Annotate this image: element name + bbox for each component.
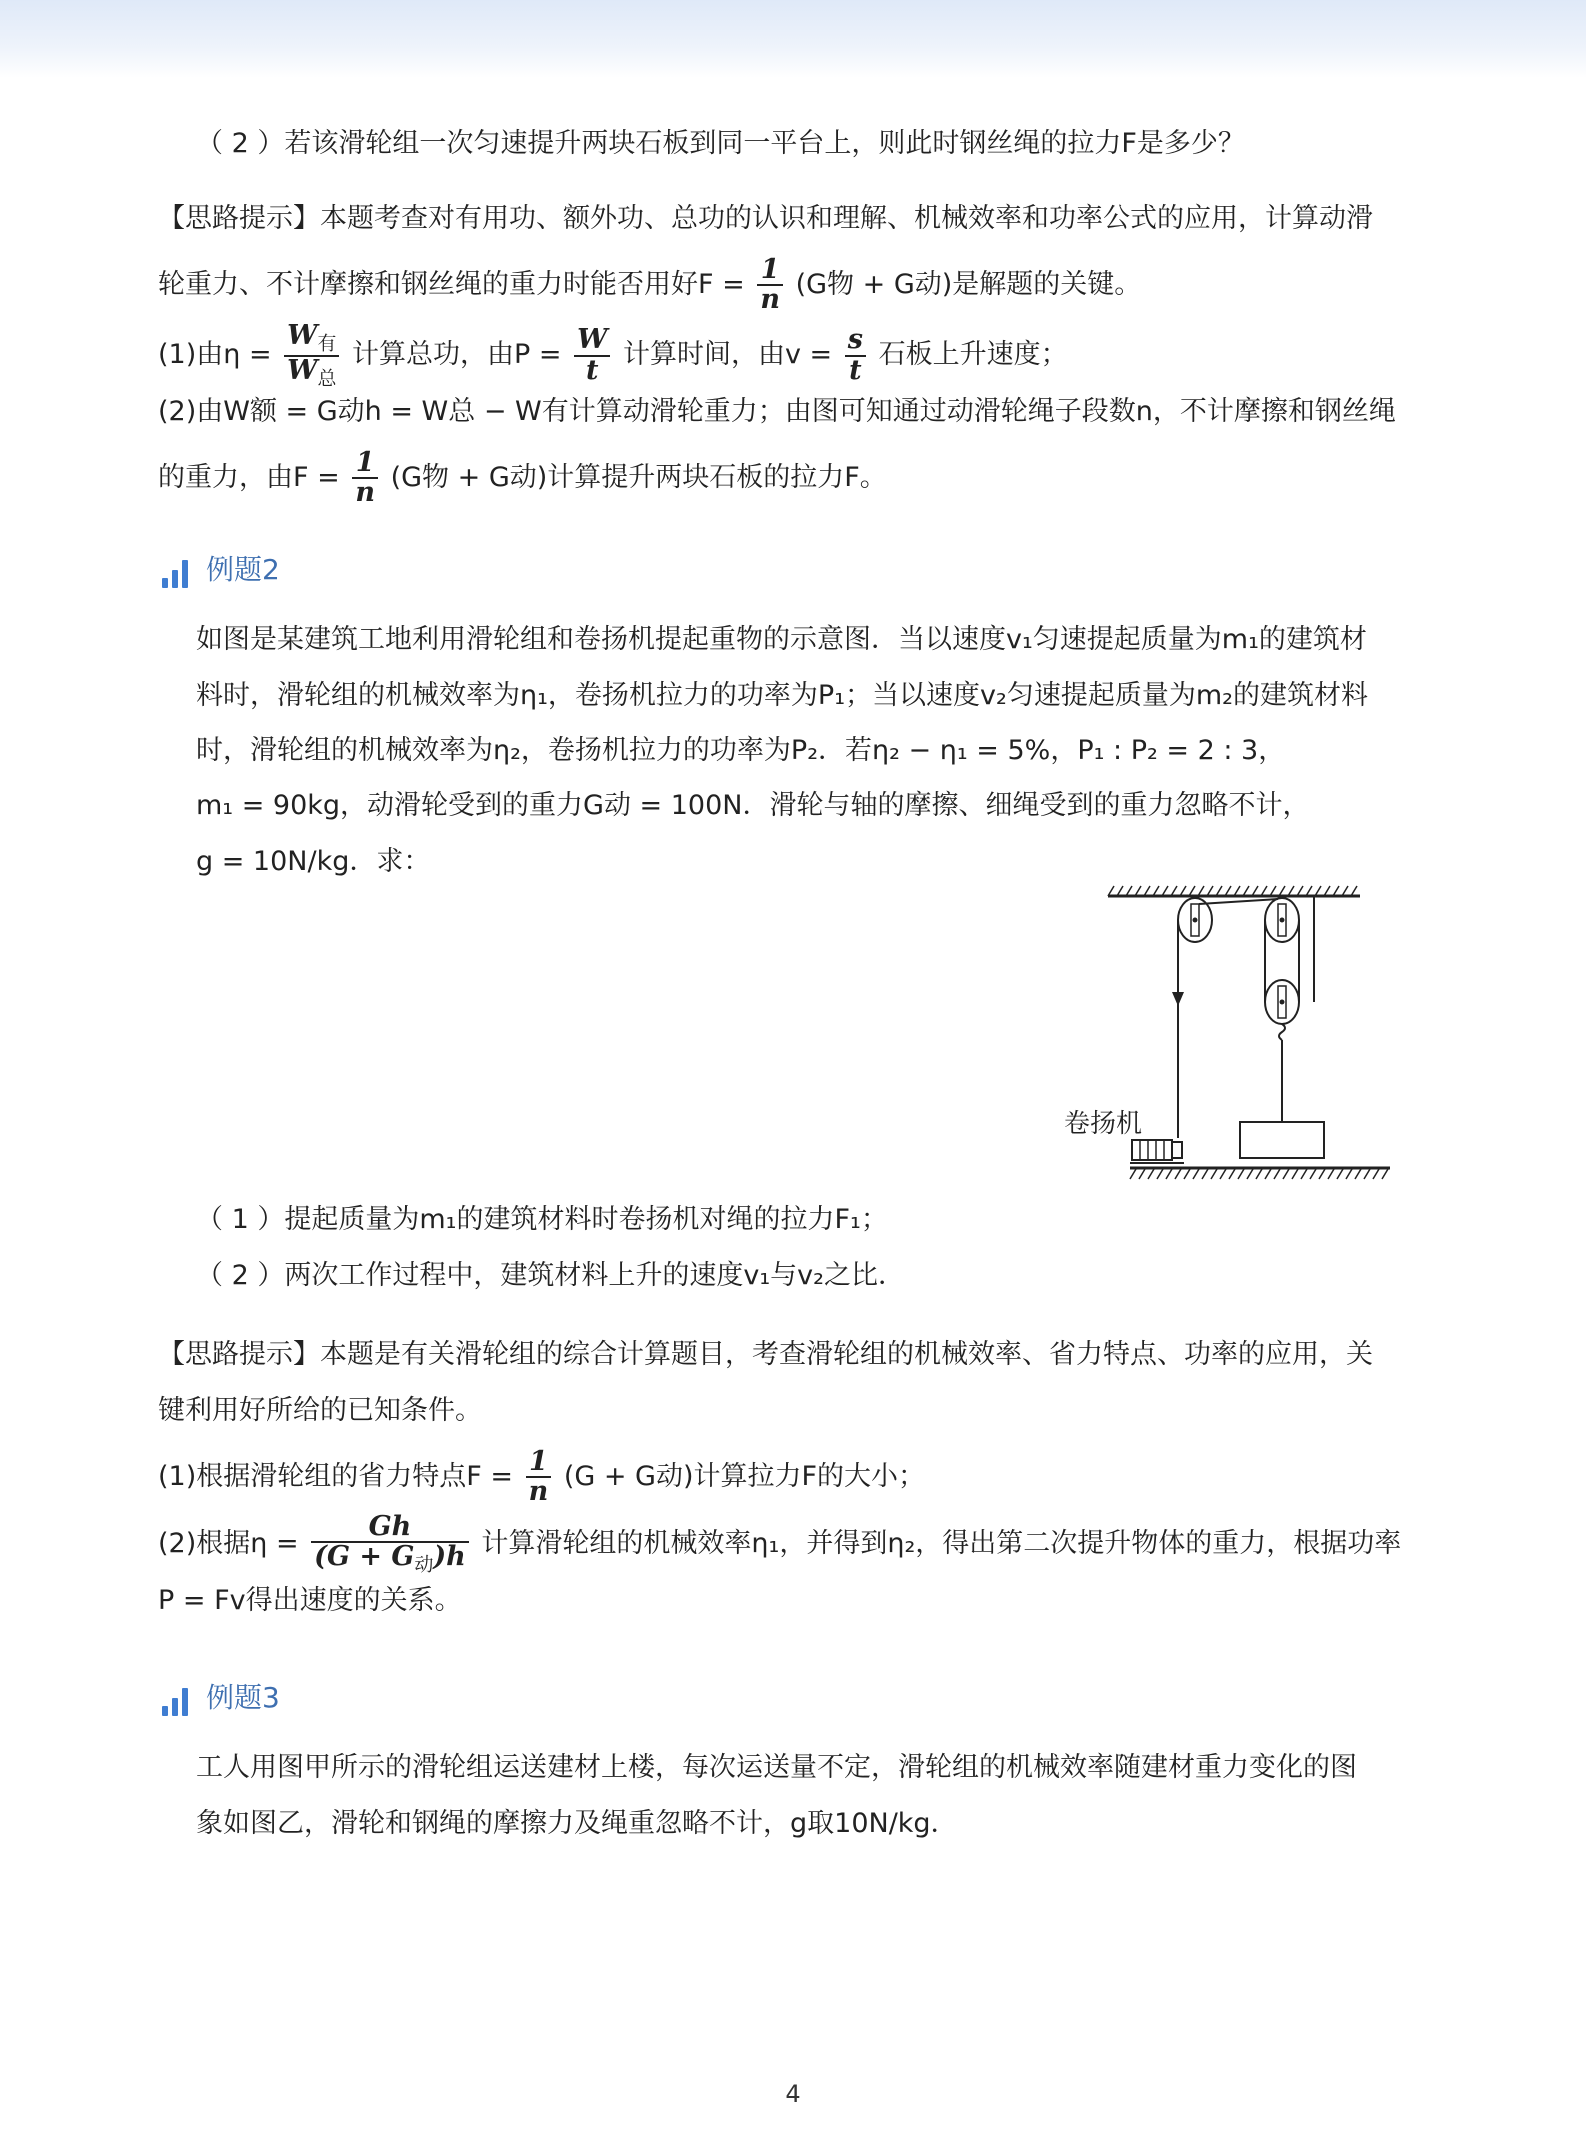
hatch-mark	[1247, 1169, 1253, 1179]
hatch-mark	[1139, 1169, 1145, 1179]
formula-power-fraction: $\frac{W}{t}$	[574, 326, 610, 385]
hint2-step2-a: (2)根据η =	[158, 1527, 299, 1559]
hatch-mark	[1211, 1169, 1217, 1179]
example3-title: 例题3	[206, 1681, 280, 1714]
winch	[1130, 1140, 1184, 1163]
formula-fraction-1-over-n: $\frac{1}{n}$	[526, 1448, 552, 1507]
formula-efficiency-gh-fraction: $\frac{Gh}{(G + G_动)h}$	[311, 1513, 469, 1576]
hint1-step2-line2-a: 的重力，由F =	[158, 461, 340, 493]
hatch-mark	[1274, 1169, 1280, 1179]
hatch-mark	[1184, 1169, 1190, 1179]
hatch-mark	[1166, 1169, 1172, 1179]
arrow-down-icon	[1172, 992, 1184, 1006]
hatch-mark	[1328, 1169, 1334, 1179]
hint2-step2-line2: P = Fv得出速度的关系。	[158, 1585, 462, 1616]
hatch-mark	[1337, 1169, 1343, 1179]
hatch-mark	[1193, 1169, 1199, 1179]
hint1-line2-a: 轮重力、不计摩擦和钢丝绳的重力时能否用好F =	[158, 268, 745, 300]
header-band	[0, 0, 1586, 78]
hatch-mark	[1355, 1169, 1361, 1179]
hatch-mark	[1319, 1169, 1325, 1179]
hatch-mark	[1265, 1169, 1271, 1179]
hint1-line2-b: (G物 + G动)是解题的关键。	[795, 268, 1142, 300]
example2-p4: m₁ = 90kg，动滑轮受到的重力G动 = 100N．滑轮与轴的摩擦、细绳受到的重力忽略不计，	[196, 790, 1310, 821]
hatch-mark	[1229, 1169, 1235, 1179]
hint1-line1: 【思路提示】本题考查对有用功、额外功、总功的认识和理解、机械效率和功率公式的应用，计算动滑	[158, 203, 1373, 234]
example2-question-1: （ 1 ）提起质量为m₁的建筑材料时卷扬机对绳的拉力F₁；	[196, 1204, 888, 1235]
hatch-mark	[1364, 1169, 1370, 1179]
hint1-step1-d: 石板上升速度；	[878, 339, 1068, 370]
hatch-mark	[1301, 1169, 1307, 1179]
fixed-pulley-right	[1265, 898, 1299, 942]
hint2-step2-b: 计算滑轮组的机械效率η₁，并得到η₂，得出第二次提升物体的重力，根据功率	[481, 1527, 1402, 1559]
ceiling	[1108, 886, 1360, 896]
load-block	[1240, 1122, 1324, 1158]
hint2-step1-b: (G + G动)计算拉力F的大小；	[563, 1460, 926, 1492]
example3-p1: 工人用图甲所示的滑轮组运送建材上楼，每次运送量不定，滑轮组的机械效率随建材重力变化的图	[196, 1752, 1357, 1783]
hatch-mark	[1202, 1169, 1208, 1179]
hatch-mark	[1220, 1169, 1226, 1179]
example2-p3: 时，滑轮组的机械效率为η₂，卷扬机拉力的功率为P₂．若η₂ − η₁ = 5%，P₁ : P₂ = 2 : 3，	[196, 735, 1286, 766]
hatch-mark	[1238, 1169, 1244, 1179]
hatch-mark	[1157, 1169, 1163, 1179]
hint2-step2	[158, 1513, 1401, 1576]
example3-p2: 象如图乙，滑轮和钢绳的摩擦力及绳重忽略不计，g取10N/kg．	[196, 1808, 958, 1839]
hint1-step2-line2	[158, 449, 887, 508]
hatch-mark	[1283, 1169, 1289, 1179]
hint2-line1: 【思路提示】本题是有关滑轮组的综合计算题目，考查滑轮组的机械效率、省力特点、功率的应用，关	[158, 1339, 1373, 1370]
hint1-step2-line1: (2)由W额 = G动h = W总 − W有计算动滑轮重力；由图可知通过动滑轮绳子段数n，不计摩擦和钢丝绳	[158, 396, 1396, 427]
fixed-pulley-left	[1178, 898, 1212, 942]
hint2-step1-a: (1)根据滑轮组的省力特点F =	[158, 1460, 513, 1492]
formula-efficiency-fraction: $\frac{W_有}{W_总}$	[284, 322, 339, 389]
bar-chart-icon	[162, 560, 188, 588]
floor	[1130, 1168, 1390, 1179]
example2-title: 例题2	[206, 553, 280, 586]
example3-header	[162, 1676, 280, 1716]
hint1-step1-c: 计算时间，由v =	[623, 339, 833, 370]
hatch-mark	[1382, 1169, 1388, 1179]
formula-speed-fraction: $\frac{s}{t}$	[845, 326, 866, 385]
hatch-mark	[1256, 1169, 1262, 1179]
hint1-line2	[158, 256, 1141, 315]
hint1-step2-line2-b: (G物 + G动)计算提升两块石板的拉力F。	[390, 461, 887, 493]
winch-label: 卷扬机	[1064, 1109, 1143, 1139]
formula-fraction-1-over-n: $\frac{1}{n}$	[757, 256, 783, 315]
hatch-mark	[1148, 1169, 1154, 1179]
hint2-step1	[158, 1448, 925, 1507]
hint2-line2: 键利用好所给的已知条件。	[158, 1395, 482, 1426]
example2-p1: 如图是某建筑工地利用滑轮组和卷扬机提起重物的示意图．当以速度v₁匀速提起质量为m₁的建筑材	[196, 624, 1367, 655]
movable-pulley	[1265, 980, 1299, 1040]
example2-p2: 料时，滑轮组的机械效率为η₁，卷扬机拉力的功率为P₁；当以速度v₂匀速提起质量为m₂的建筑材料	[196, 680, 1368, 711]
pulley-system-diagram	[1060, 880, 1400, 1185]
hint1-step1-b: 计算总功，由P =	[351, 339, 562, 370]
example2-question-2: （ 2 ）两次工作过程中，建筑材料上升的速度v₁与v₂之比．	[196, 1260, 905, 1291]
hatch-mark	[1130, 1169, 1136, 1179]
formula-fraction-1-over-n: $\frac{1}{n}$	[352, 449, 378, 508]
hatch-mark	[1292, 1169, 1298, 1179]
hatch-mark	[1373, 1169, 1379, 1179]
hatch-mark	[1346, 1169, 1352, 1179]
hint1-step1	[158, 322, 1068, 389]
bar-chart-icon	[162, 1688, 188, 1716]
hint1-step1-a: (1)由η =	[158, 339, 272, 370]
question-part-2: （ 2 ）若该滑轮组一次匀速提升两块石板到同一平台上，则此时钢丝绳的拉力F是多少？	[196, 128, 1245, 159]
example2-p5: g = 10N/kg．求：	[196, 846, 431, 877]
page-number: 4	[785, 2080, 801, 2108]
hatch-mark	[1175, 1169, 1181, 1179]
hatch-mark	[1310, 1169, 1316, 1179]
example2-header	[162, 548, 280, 588]
